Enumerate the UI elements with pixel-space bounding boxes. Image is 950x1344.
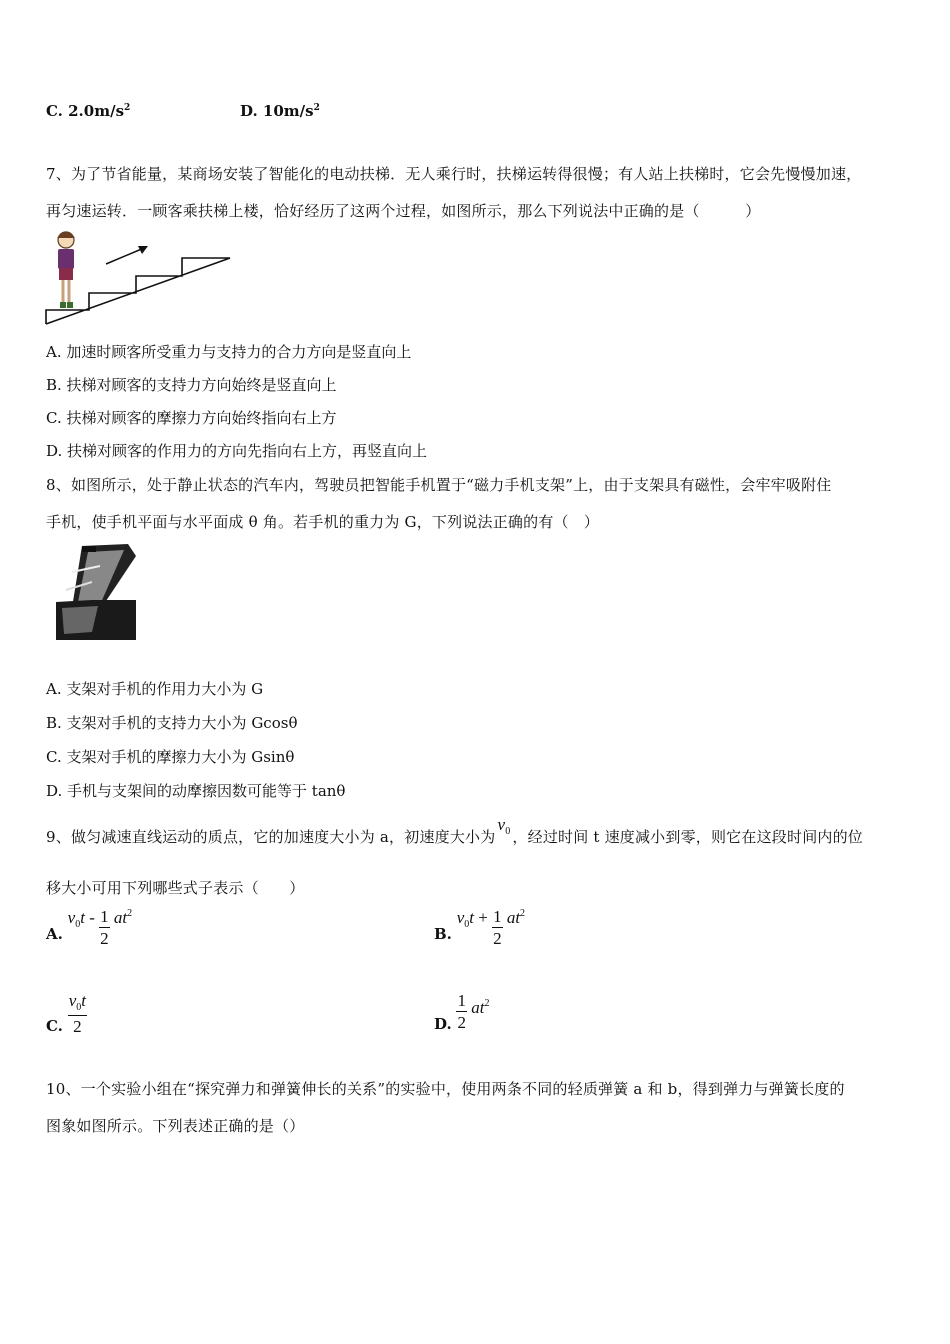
escalator-figure	[44, 228, 234, 330]
v0-symbol: $v_0$	[497, 815, 511, 837]
q6-option-d: D. $10m/s^2$	[240, 102, 320, 120]
formula-b: $v_0t$ + $\frac{1}{2}$ $at^2$	[456, 907, 526, 948]
q7-option-c: C. 扶梯对顾客的摩擦力方向始终指向右上方	[46, 409, 337, 427]
q7-option-d: D. 扶梯对顾客的作用力的方向先指向右上方，再竖直向上	[46, 442, 428, 460]
formula-d: $\frac{1}{2}$ $at^2$	[457, 991, 490, 1032]
q8-stem-line2: 手机，使手机平面与水平面成 θ 角。若手机的重力为 G，下列说法正确的有（ ）	[46, 513, 600, 531]
q6-option-c: C. $2.0m/s^2$	[46, 102, 131, 120]
customer-figure	[57, 232, 75, 308]
q10-stem-line1: 10、一个实验小组在“探究弹力和弹簧伸长的关系”的实验中，使用两条不同的轻质弹簧 a 和 b，得到弹力与弹簧长度的	[46, 1080, 845, 1098]
q10-stem-line2: 图象如图所示。下列表述正确的是（）	[46, 1117, 305, 1135]
q8-option-b: B. 支架对手机的支持力大小为 Gcosθ	[46, 714, 298, 732]
phone-holder-photo	[52, 542, 138, 644]
formula-c: $\frac{v_0t}{2}$	[68, 991, 86, 1036]
q9-stem-line1: 9、做匀减速直线运动的质点，它的加速度大小为 a，初速度大小为$v_0$ ，经过时间 t 速度减小到零，则它在这段时间内的位	[46, 815, 863, 846]
q9-option-b: B. $v_0t$ + $\frac{1}{2}$ $at^2$	[434, 907, 526, 948]
q8-option-c: C. 支架对手机的摩擦力大小为 Gsinθ	[46, 748, 295, 766]
formula-a: $v_0t$ - $\frac{1}{2}$ $at^2$	[67, 907, 133, 948]
q7-option-b: B. 扶梯对顾客的支持力方向始终是竖直向上	[46, 376, 337, 394]
q8-option-a: A. 支架对手机的作用力大小为 G	[46, 680, 264, 698]
q7-option-a: A. 加速时顾客所受重力与支持力的合力方向是竖直向上	[46, 343, 412, 361]
q9-option-d: D. $\frac{1}{2}$ $at^2$	[434, 991, 490, 1034]
q7-stem-line1: 7、为了节省能量，某商场安装了智能化的电动扶梯．无人乘行时，扶梯运转得很慢；有人站上扶梯时，它会先慢慢加速，	[46, 165, 862, 183]
q9-stem-line2: 移大小可用下列哪些式子表示（ ）	[46, 879, 305, 897]
q9-option-c: C. $\frac{v_0t}{2}$	[46, 991, 86, 1036]
q9-option-a: A. $v_0t$ - $\frac{1}{2}$ $at^2$	[46, 907, 133, 948]
q8-option-d: D. 手机与支架间的动摩擦因数可能等于 tanθ	[46, 782, 346, 800]
q7-stem-line2: 再匀速运转．一顾客乘扶梯上楼，恰好经历了这两个过程，如图所示，那么下列说法中正确的是（ ）	[46, 202, 761, 220]
q8-stem-line1: 8、如图所示，处于静止状态的汽车内，驾驶员把智能手机置于“磁力手机支架”上，由于支架具有磁性，会牢牢吸附住	[46, 476, 832, 494]
